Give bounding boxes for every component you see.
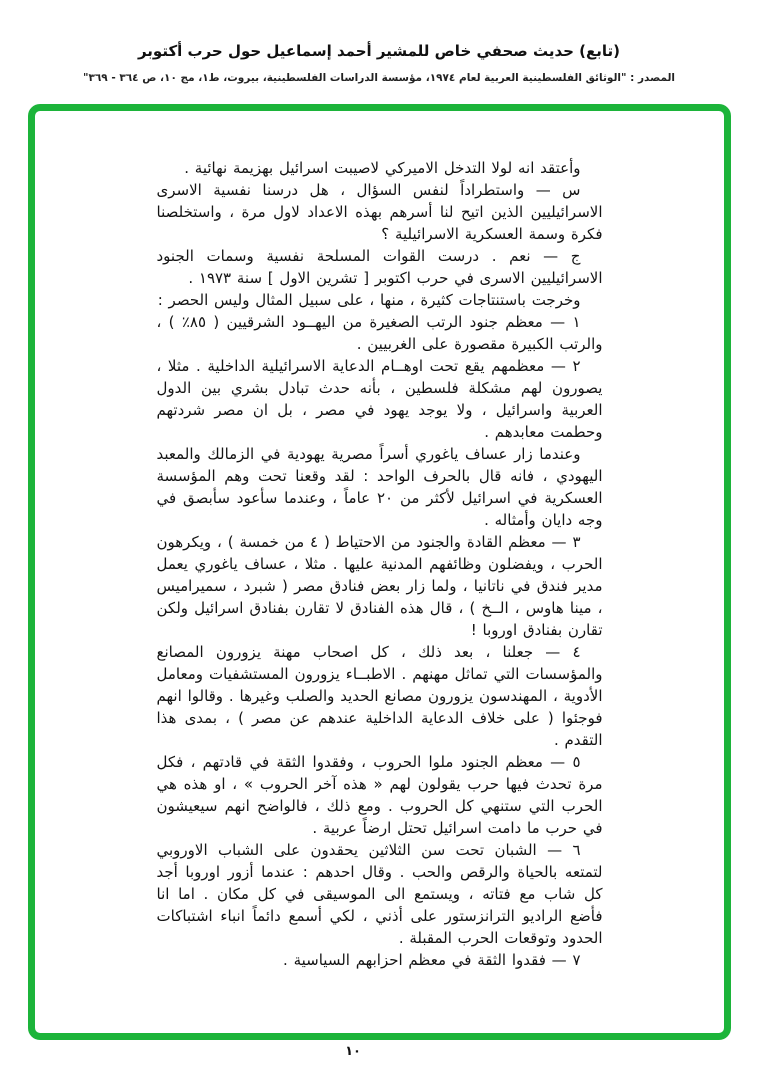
paragraph-item-2: ٢ — معظمهم يقع تحت اوهــام الدعاية الاسرائيلية الداخلية . مثلا ، يصورون لهم مشكلة فلسطين ، بأنه حدث تبادل بشري بين الدول العربية واسرائيل ، ولا يوجد يهود في مصر ، بل ان مصر شردتهم وحطمت معابدهم . <box>156 357 603 441</box>
paragraph: وعندما زار عساف ياغوري أسراً مصرية يهودية في الزمالك والمعبد اليهودي ، فانه قال بالحرف الواحد : لقد وقعنا تحت وهم المؤسسة العسكرية في اسرائيل لأكثر من ٢٠ عاماً ، وعندما سأعود سأبصق في وجه دايان وأمثاله . <box>156 445 603 529</box>
paragraph-answer: ج — نعم . درست القوات المسلحة نفسية وسمات الجنود الاسرائيليين الاسرى في حرب اكتوبر [ تشرين الاول ] سنة ١٩٧٣ . <box>156 247 603 287</box>
page-number: ١٠ <box>345 1044 361 1059</box>
paragraph: وخرجت باستنتاجات كثيرة ، منها ، على سبيل المثال وليس الحصر : <box>157 291 581 309</box>
green-border-frame <box>28 104 731 1040</box>
paragraph-item-5: ٥ — معظم الجنود ملوا الحروب ، وفقدوا الثقة في قادتهم ، فكل مرة تحدث فيها حرب يقولون لهم « هذه آخر الحروب » ، او هذه هي الحرب التي ستنهي كل الحروب . ومع ذلك ، فالواضح انهم سيعيشون في حرب ما دامت اسرائيل تحتل ارضاً عربية . <box>156 753 603 837</box>
document-body-text <box>157 111 603 971</box>
page-title: (تابع) حديث صحفي خاص للمشير أحمد إسماعيل حول حرب أكتوبر <box>137 42 621 60</box>
paragraph-item-3: ٣ — معظم القادة والجنود من الاحتياط ( ٤ من خمسة ) ، ويكرهون الحرب ، ويفضلون وظائفهم المدنية عليها . مثلا ، عساف ياغوري يعمل مدير فندق في ناتانيا ، ولما زار بعض فنادق مصر ( شبرد ، سميراميس ، مينا هاوس ، الــخ ) ، قال هذه الفنادق لا تقارن بفنادق اسرائيل ولكن تقارن بفنادق اوروبا ! <box>156 533 603 639</box>
paragraph-item-7: ٧ — فقدوا الثقة في معظم احزابهم السياسية . <box>283 951 581 969</box>
paragraph: وأعتقد انه لولا التدخل الاميركي لاصيبت اسرائيل بهزيمة نهائية . <box>184 159 581 177</box>
paragraph-item-1: ١ — معظم جنود الرتب الصغيرة من اليهــود الشرقيين ( ٨٥٪ ) ، والرتب الكبيرة مقصورة على الغربيين . <box>156 313 603 353</box>
source-citation-line: المصدر : "الوثائق الفلسطينية العربية لعام ١٩٧٤، مؤسسة الدراسات الفلسطينية، بيروت، ط١، مج ١٠، ص ٣٦٤ - ٣٦٩" <box>82 72 676 84</box>
document-header <box>0 42 758 84</box>
paragraph-item-6: ٦ — الشبان تحت سن الثلاثين يحقدون على الشباب الاوروبي لتمتعه بالحياة والرقص والحب . وقال احدهم : عندما أزور اوروبا أجد كل شاب مع فتاته ، ويستمع الى الموسيقى في كل مكان . اما انا فأضع الراديو الترانزستور على أذني ، لكي أسمع دائماً انباء اشتباكات الحدود وتوقعات الحرب المقبلة . <box>156 841 603 947</box>
paragraph-question: س — واستطراداً لنفس السؤال ، هل درسنا نفسية الاسرى الاسرائيليين الذين اتيح لنا أسرهم بهذه الاعداد لاول مرة ، واستخلصنا فكرة وسمة العسكرية الاسرائيلية ؟ <box>156 181 603 243</box>
paragraph-item-4: ٤ — جعلنا ، بعد ذلك ، كل اصحاب مهنة يزورون المصانع والمؤسسات التي تماثل مهنهم . الاطبــاء يزورون المستشفيات ومعامل الأدوية ، المهندسون يزورون مصانع الحديد والصلب وغيرها . وقالوا انهم فوجئوا ( على خلاف الدعاية الداخلية عندهم عن مصر ) ، بمدى هذا التقدم . <box>156 643 603 749</box>
